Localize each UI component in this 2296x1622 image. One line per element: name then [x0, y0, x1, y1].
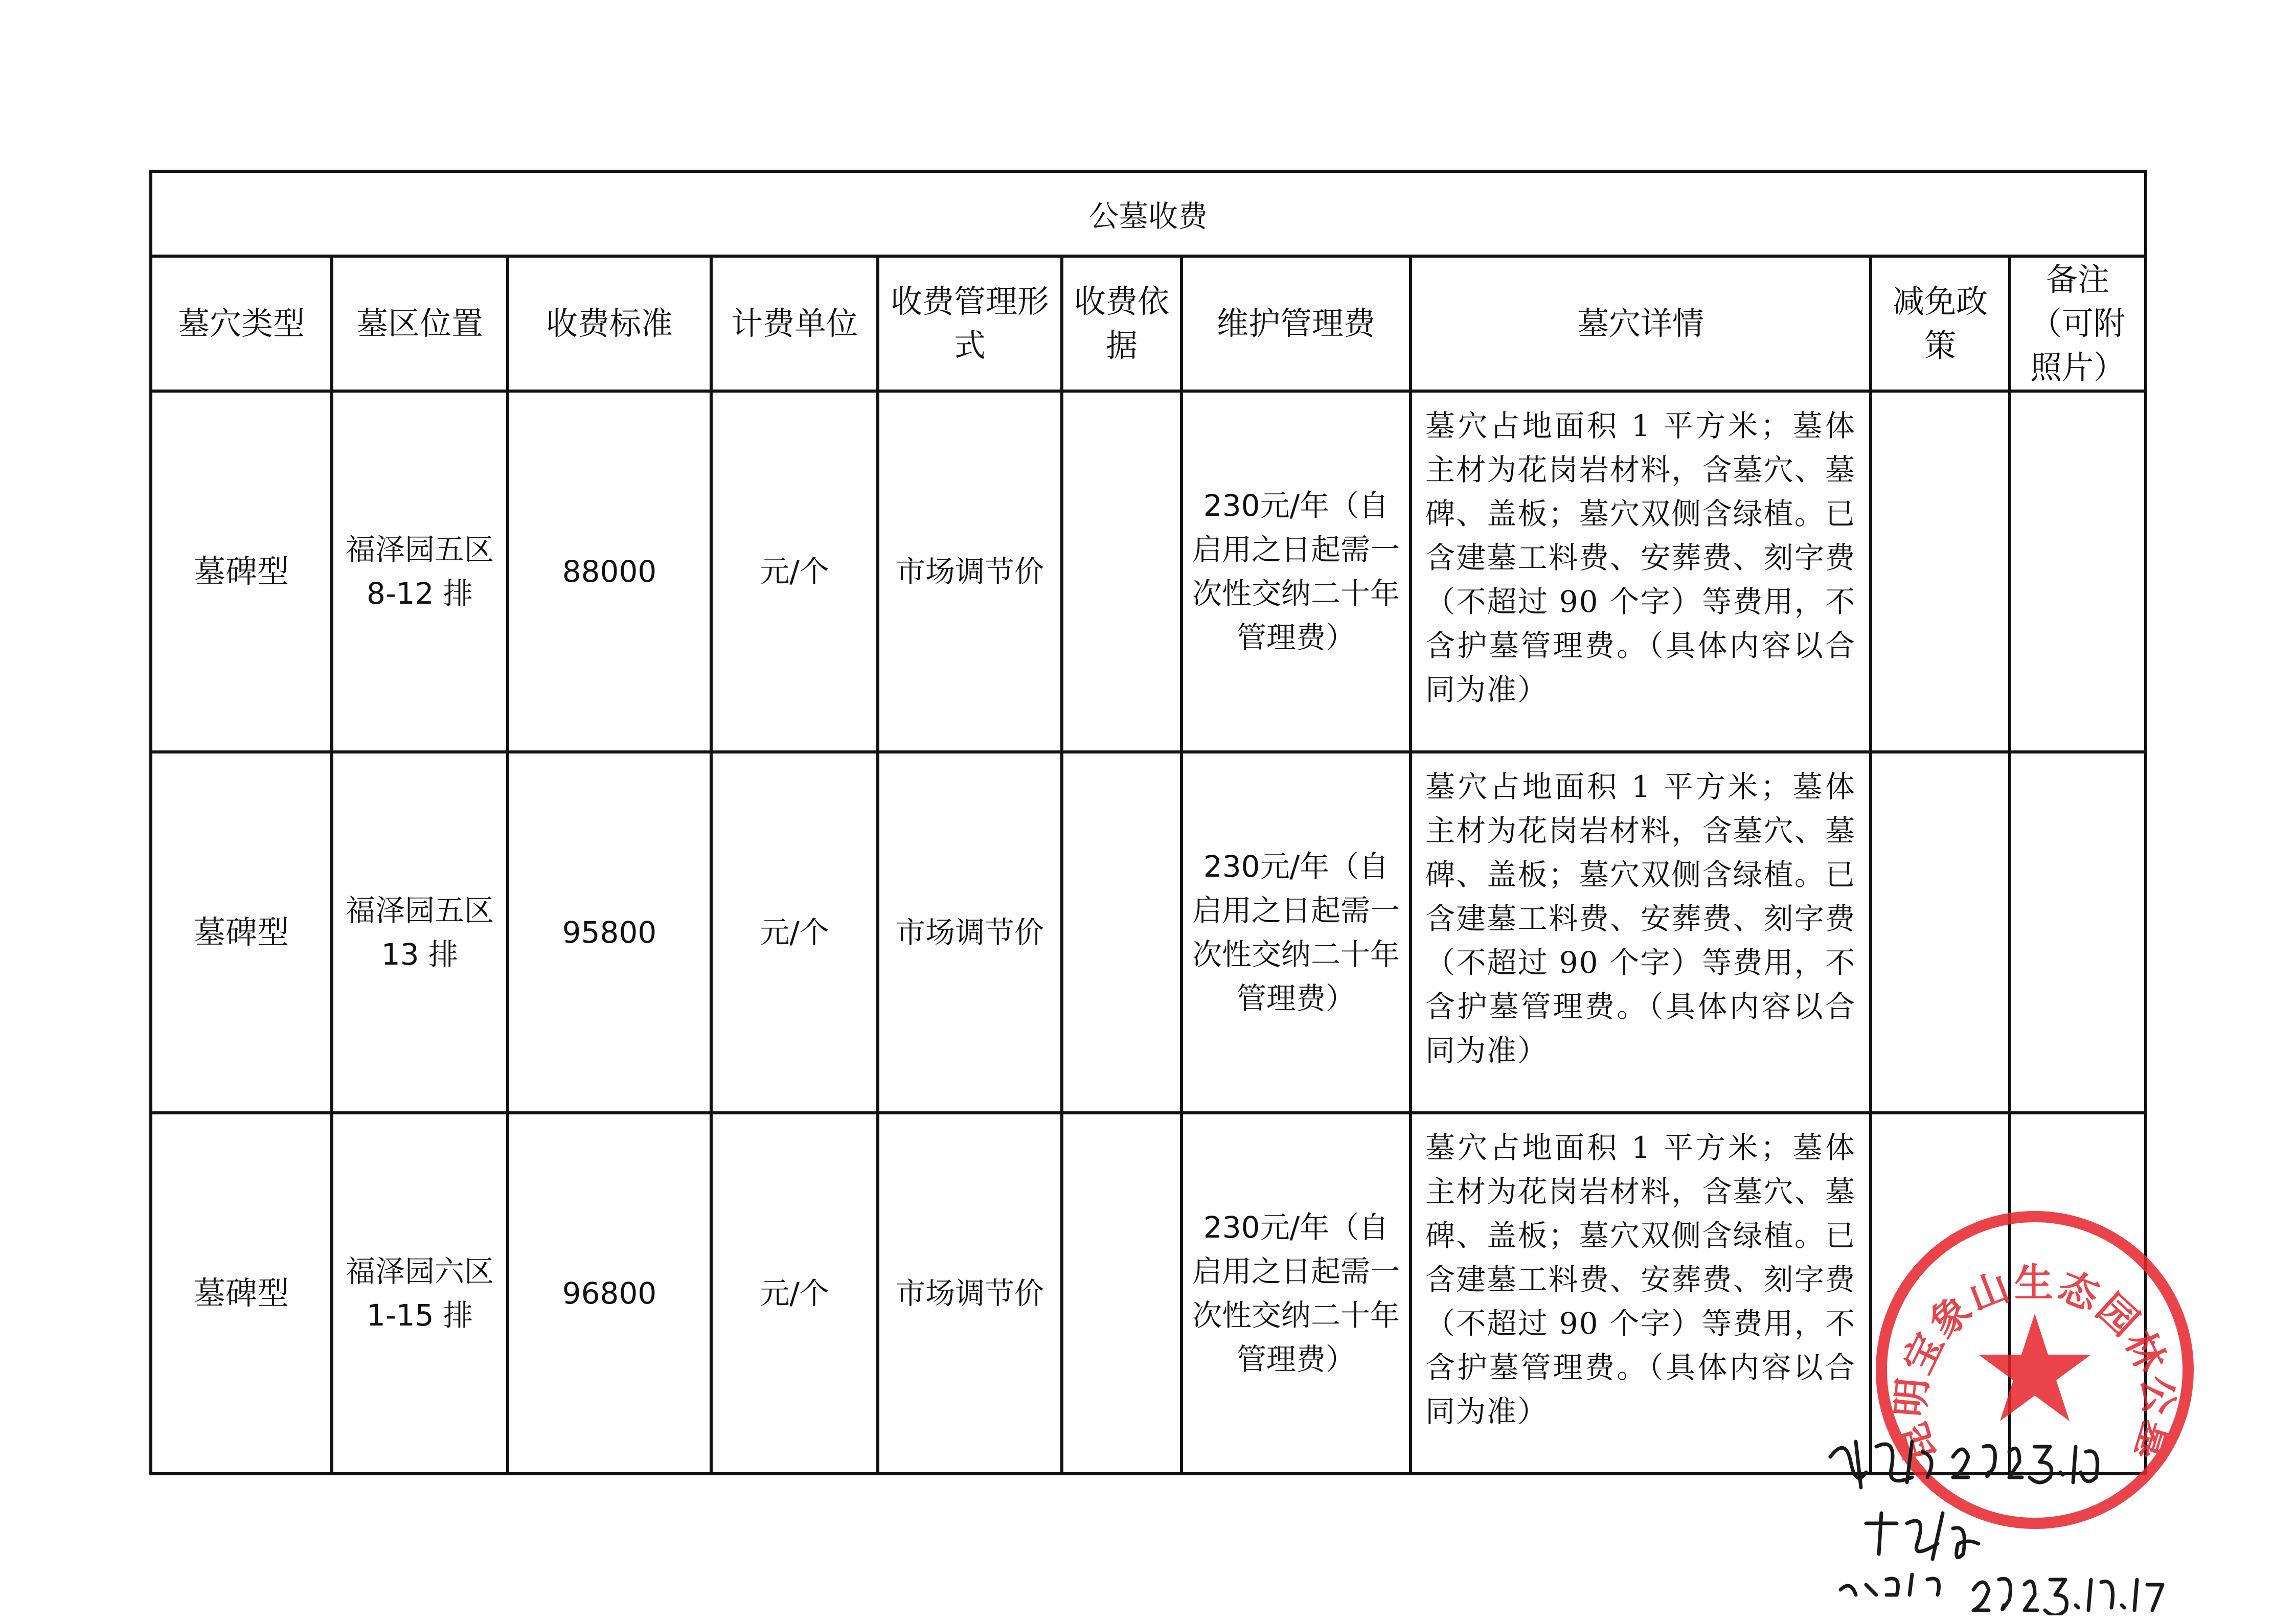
cell-tomb-detail: 墓穴占地面积 1 平方米；墓体主材为花岗岩材料，含墓穴、墓碑、盖板；墓穴双侧含绿植。已含建墓工料费、安葬费、刻字费（不超过 90 个字）等费用，不含护墓管理费。（具体内容以合同为准）	[1411, 1113, 1871, 1474]
cell-maintenance-fee: 230元/年（自启用之日起需一次性交纳二十年管理费）	[1181, 752, 1411, 1113]
cell-maintenance-fee: 230元/年（自启用之日起需一次性交纳二十年管理费）	[1181, 391, 1411, 752]
cell-location: 福泽园五区 13 排	[332, 752, 508, 1113]
table-title: 公墓收费	[151, 171, 2146, 256]
header-maintenance-fee: 维护管理费	[1181, 256, 1411, 391]
cell-management-form: 市场调节价	[878, 391, 1062, 752]
cell-price: 95800	[508, 752, 711, 1113]
handwritten-signature	[1820, 1421, 2209, 1615]
cell-location: 福泽园五区 8-12 排	[332, 391, 508, 752]
table-row	[151, 752, 2146, 1113]
cemetery-fee-table	[149, 170, 2147, 1475]
cell-management-form: 市场调节价	[878, 1113, 1062, 1474]
table-row	[151, 1113, 2146, 1474]
cell-price: 88000	[508, 391, 711, 752]
header-tomb-type: 墓穴类型	[151, 256, 332, 391]
seal-star-icon	[1979, 1314, 2091, 1421]
cell-basis	[1062, 1113, 1181, 1474]
header-row	[151, 256, 2146, 391]
cell-basis	[1062, 752, 1181, 1113]
svg-text:昆明宝象山生态园林公墓: 昆明宝象山生态园林公墓	[1887, 1260, 2183, 1468]
cell-reduction-policy	[1871, 752, 2010, 1113]
header-unit: 计费单位	[711, 256, 878, 391]
cell-tomb-detail: 墓穴占地面积 1 平方米；墓体主材为花岗岩材料，含墓穴、墓碑、盖板；墓穴双侧含绿植。已含建墓工料费、安葬费、刻字费（不超过 90 个字）等费用，不含护墓管理费。（具体内容以合同为准）	[1411, 391, 1871, 752]
cell-remarks	[2010, 752, 2146, 1113]
header-location: 墓区位置	[332, 256, 508, 391]
cell-basis	[1062, 391, 1181, 752]
cell-unit: 元/个	[711, 1113, 878, 1474]
table-row	[151, 391, 2146, 752]
cell-remarks	[2010, 391, 2146, 752]
cell-unit: 元/个	[711, 391, 878, 752]
cell-price: 96800	[508, 1113, 711, 1474]
header-management-form: 收费管理形式	[878, 256, 1062, 391]
cell-location: 福泽园六区 1-15 排	[332, 1113, 508, 1474]
header-reduction-policy: 减免政策	[1871, 256, 2010, 391]
cell-tomb-type: 墓碑型	[151, 1113, 332, 1474]
cell-tomb-type: 墓碑型	[151, 391, 332, 752]
cell-unit: 元/个	[711, 752, 878, 1113]
header-remarks: 备注（可附照片）	[2010, 256, 2146, 391]
cell-tomb-type: 墓碑型	[151, 752, 332, 1113]
header-price: 收费标准	[508, 256, 711, 391]
cell-reduction-policy	[1871, 391, 2010, 752]
header-tomb-detail: 墓穴详情	[1411, 256, 1871, 391]
cell-tomb-detail: 墓穴占地面积 1 平方米；墓体主材为花岗岩材料，含墓穴、墓碑、盖板；墓穴双侧含绿植。已含建墓工料费、安葬费、刻字费（不超过 90 个字）等费用，不含护墓管理费。（具体内容以合同为准）	[1411, 752, 1871, 1113]
header-basis: 收费依据	[1062, 256, 1181, 391]
cell-management-form: 市场调节价	[878, 752, 1062, 1113]
cell-maintenance-fee: 230元/年（自启用之日起需一次性交纳二十年管理费）	[1181, 1113, 1411, 1474]
